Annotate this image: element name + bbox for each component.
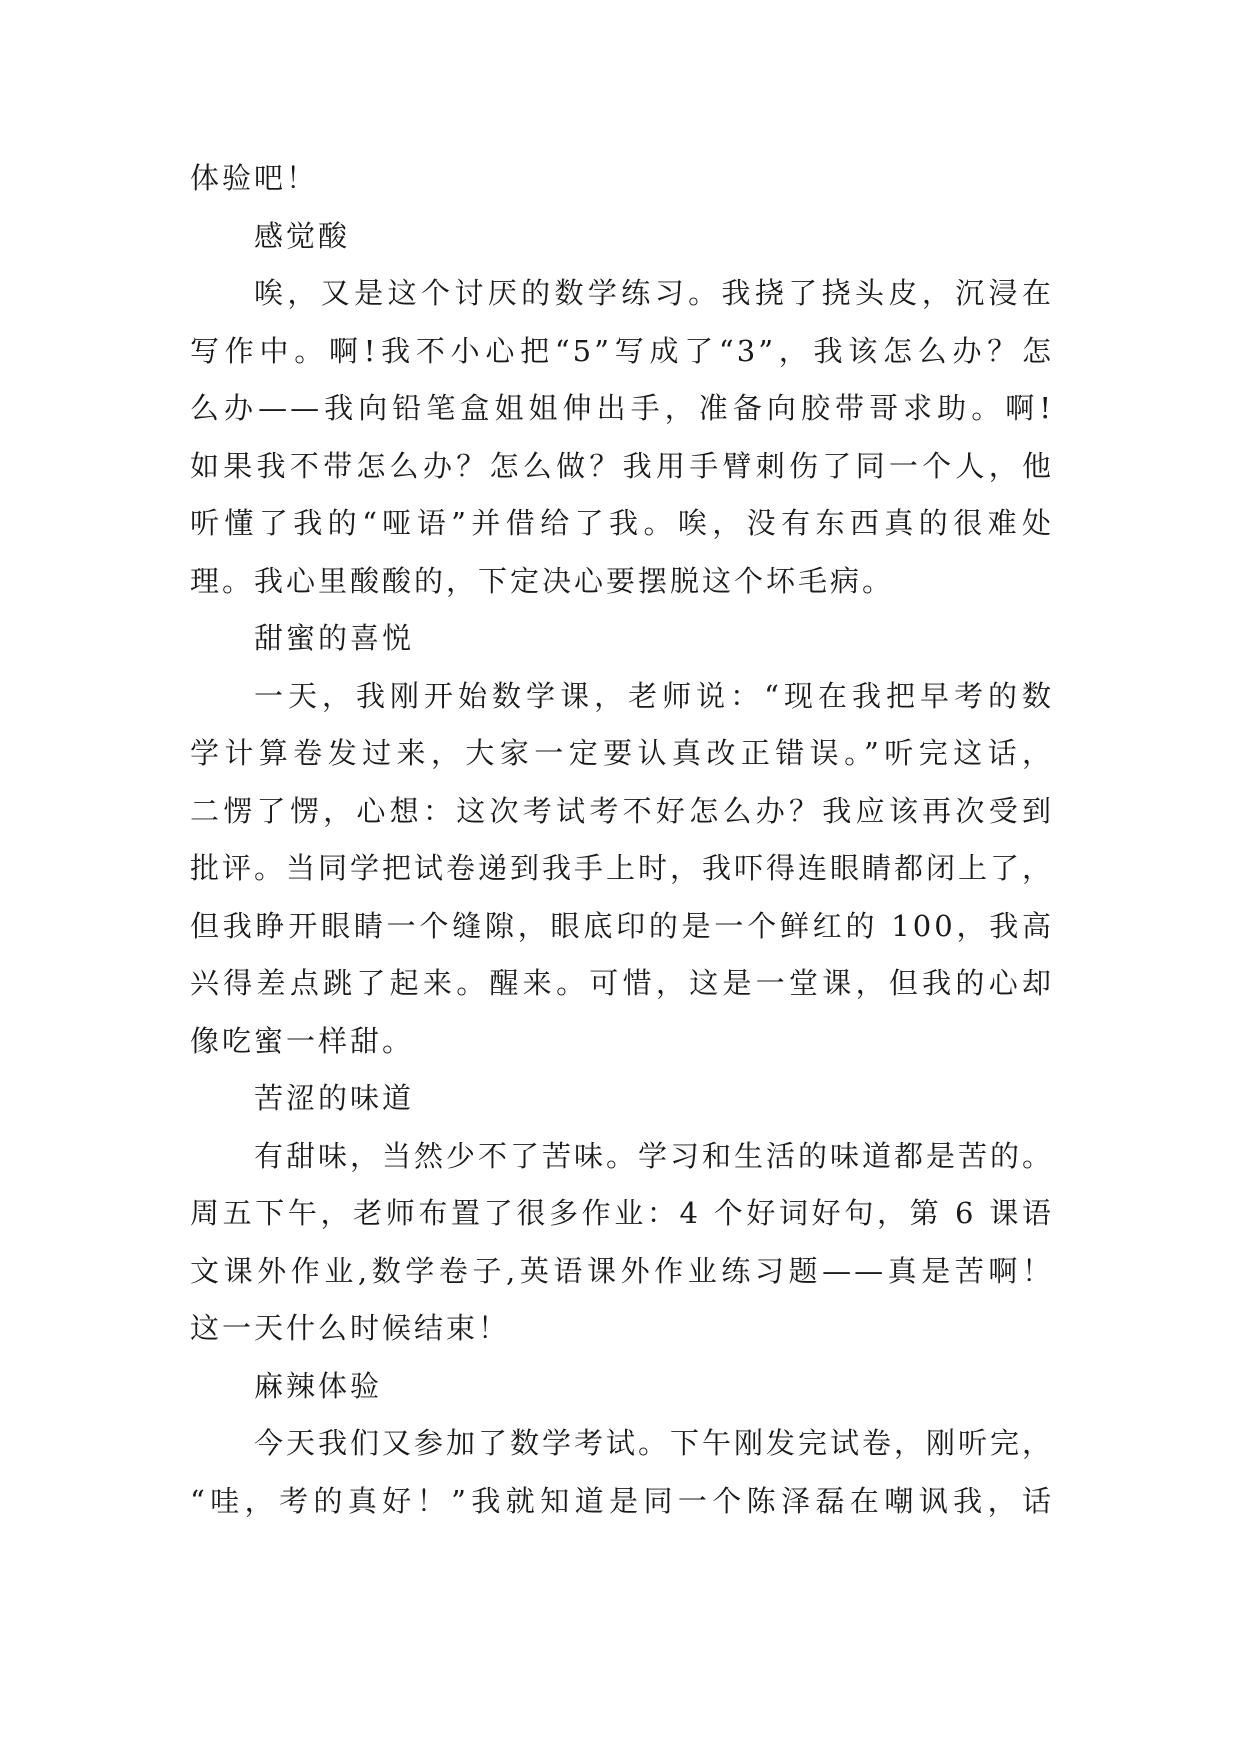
paragraph-line: 兴得差点跳了起来。醒来。可惜，这是一堂课，但我的心却 [190, 966, 1054, 1000]
paragraph-line: 写作中。啊!我不小心把“5”写成了“3”，我该怎么办？怎 [190, 333, 1054, 368]
section-heading: 麻辣体验 [254, 1368, 383, 1403]
section-heading: 感觉酸 [254, 218, 351, 253]
paragraph-line: 理。我心里酸酸的，下定决心要摆脱这个坏毛病。 [190, 563, 895, 598]
paragraph-line: 批评。当同学把试卷递到我手上时，我吓得连眼睛都闭上了， [190, 851, 1055, 885]
paragraph-line: 这一天什么时候结束！ [190, 1311, 511, 1345]
paragraph-line: 今天我们又参加了数学考试。下午刚发完试卷，刚听完， [254, 1426, 1055, 1460]
document-body [190, 150, 1054, 1530]
paragraph-line: 有甜味，当然少不了苦味。学习和生活的味道都是苦的。 [254, 1138, 1055, 1173]
paragraph-line: 体验吧！ [190, 161, 319, 195]
paragraph-line: 二愣了愣，心想：这次考试考不好怎么办？我应该再次受到 [190, 793, 1054, 828]
paragraph-line: 像吃蜜一样甜。 [190, 1023, 415, 1058]
paragraph-line: 文课外作业,数学卷子,英语课外作业练习题——真是苦啊！ [190, 1253, 1054, 1288]
paragraph-line: 周五下午，老师布置了很多作业：4 个好词好句，第 6 课语 [190, 1196, 1054, 1230]
paragraph-line: 如果我不带怎么办？怎么做？我用手臂刺伤了同一个人，他 [190, 448, 1054, 483]
paragraph-line: 么办——我向铅笔盒姐姐伸出手，准备向胶带哥求助。啊! [190, 391, 1054, 425]
paragraph-line: 听懂了我的“哑语”并借给了我。唉，没有东西真的很难处 [190, 506, 1054, 540]
section-heading: 甜蜜的喜悦 [254, 621, 415, 655]
paragraph-line: “哇，考的真好！”我就知道是同一个陈泽磊在嘲讽我，话 [190, 1483, 1054, 1518]
section-heading: 苦涩的味道 [254, 1081, 415, 1115]
paragraph-line: 学计算卷发过来，大家一定要认真改正错误。”听完这话， [190, 736, 1054, 770]
paragraph-line: 一天，我刚开始数学课，老师说：“现在我把早考的数 [254, 678, 1054, 713]
paragraph-line: 唉，又是这个讨厌的数学练习。我挠了挠头皮，沉浸在 [254, 276, 1054, 310]
paragraph-line: 但我睁开眼睛一个缝隙，眼底印的是一个鲜红的 100，我高 [190, 908, 1054, 943]
